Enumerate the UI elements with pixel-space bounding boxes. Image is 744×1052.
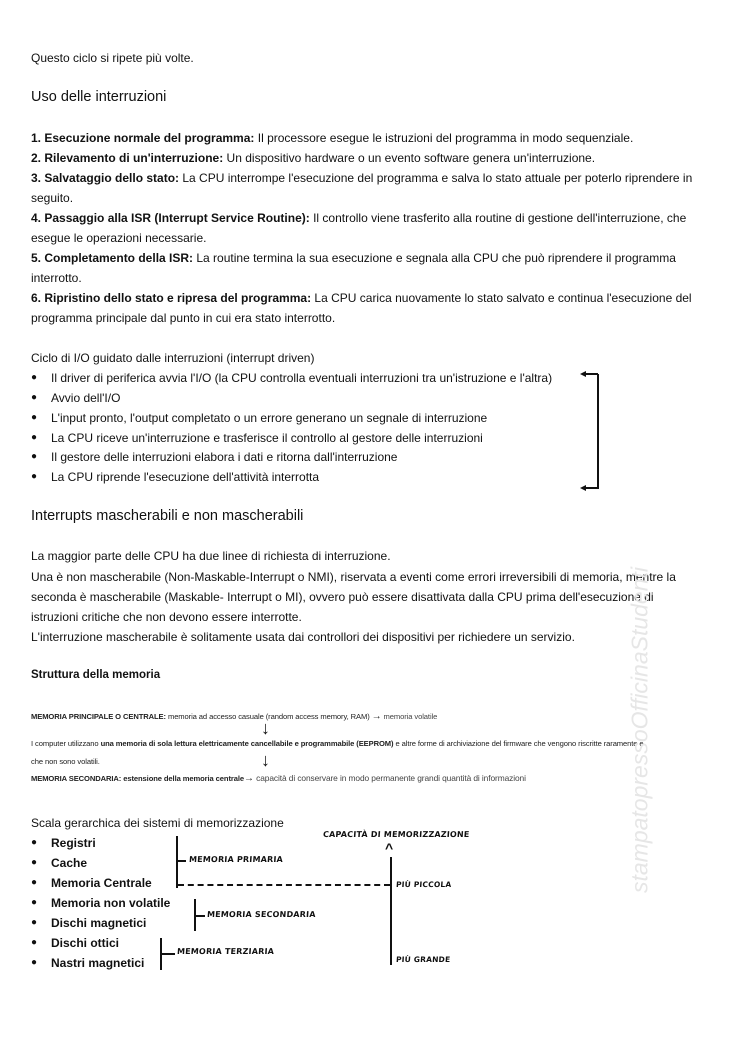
bullet-icon: ●: [31, 897, 38, 908]
paragraph-line: L'interruzione mascherabile è solitamente usata dai controllori dei dispositivi per richiedere un servizio.: [31, 630, 575, 644]
eeprom-line: [31, 739, 644, 748]
heading-interrupts-mascherabili: Interrupts mascherabili e non mascherabili: [31, 508, 304, 524]
group-label-terziaria: MEMORIA TERZIARIA: [176, 947, 275, 956]
list-item-text: Dischi magnetici: [51, 916, 147, 930]
step-text: La routine termina la sua esecuzione e segnala alla CPU che può riprendere il programma: [193, 251, 676, 265]
list-item-text: Avvio dell'I/O: [51, 391, 121, 405]
io-cycle-title: Ciclo di I/O guidato dalle interruzioni (interrupt driven): [31, 351, 315, 365]
step-3-cont: seguito.: [31, 191, 74, 205]
term-tail: memoria volatile: [381, 712, 438, 721]
bullet-icon: ●: [31, 432, 38, 443]
step-3: [31, 168, 692, 188]
list-item-text: Registri: [51, 836, 96, 850]
group-label-primaria: MEMORIA PRIMARIA: [188, 855, 284, 864]
group-label-secondaria: MEMORIA SECONDARIA: [206, 910, 316, 919]
axis-label-top: PIÙ PICCOLA: [395, 880, 452, 889]
step-text: La CPU interrompe l'esecuzione del programma e salva lo stato attuale per poterlo riprendere in: [179, 171, 693, 185]
list-item-text: La CPU riceve un'interruzione e trasferisce il controllo al gestore delle interruzioni: [51, 431, 483, 445]
term-bold: una memoria di sola lettura elettricamente cancellabile e programmabile (EEPROM): [100, 739, 394, 748]
intro-text: Questo ciclo si ripete più volte.: [31, 51, 194, 65]
step-6-cont: programma principale dal punto in cui era stato interrotto.: [31, 311, 336, 325]
step-5-cont: interrotto.: [31, 271, 82, 285]
term-text: e altre forme di archiviazione del firmware che vengono riscritte raramente e: [393, 739, 644, 748]
term-text: I computer utilizzano: [31, 739, 101, 748]
down-arrow-icon: ↓: [261, 750, 270, 770]
paragraph-line: La maggior parte delle CPU ha due linee di richiesta di interruzione.: [31, 549, 391, 563]
step-4-cont: esegue le operazioni necessarie.: [31, 231, 207, 245]
eeprom-line-cont: che non sono volatili.: [31, 757, 100, 766]
bullet-icon: ●: [31, 917, 38, 928]
memoria-principale-line: [31, 711, 437, 722]
step-label: 4. Passaggio alla ISR (Interrupt Service Routine):: [31, 211, 310, 225]
paragraph-line: Una è non mascherabile (Non-Maskable-Interrupt o NMI), riservata a eventi come errori irreversibili di memoria, mentre la: [31, 570, 676, 584]
term-tail: capacità di conservare in modo permanente grandi quantità di informazioni: [253, 773, 526, 783]
up-arrow-icon: ^: [385, 840, 394, 856]
bullet-icon: ●: [31, 471, 38, 482]
term-label: MEMORIA SECONDARIA: estensione della memoria centrale: [31, 774, 245, 783]
bracket-primaria: [176, 836, 178, 888]
step-label: 1. Esecuzione normale del programma:: [31, 131, 255, 145]
step-text: Il processore esegue le istruzioni del programma in modo sequenziale.: [254, 131, 634, 145]
list-item-text: Memoria Centrale: [51, 876, 152, 890]
step-5: [31, 248, 676, 268]
bracket-tick: [162, 953, 175, 955]
bracket-tick: [178, 860, 186, 862]
step-4: [31, 208, 686, 228]
step-2: [31, 148, 595, 168]
bullet-icon: ●: [31, 837, 38, 848]
bullet-icon: ●: [31, 937, 38, 948]
paragraph-line: istruzioni critiche che non devono essere interrotte.: [31, 610, 302, 624]
bullet-icon: ●: [31, 877, 38, 888]
list-item-text: Il gestore delle interruzioni elabora i dati e ritorna dall'interruzione: [51, 450, 398, 464]
hierarchy-title: Scala gerarchica dei sistemi di memorizzazione: [31, 816, 284, 830]
bullet-icon: ●: [31, 857, 38, 868]
step-text: Un dispositivo hardware o un evento software genera un'interruzione.: [223, 151, 596, 165]
bullet-icon: ●: [31, 412, 38, 423]
step-label: 2. Rilevamento di un'interruzione:: [31, 151, 224, 165]
step-text: Il controllo viene trasferito alla routine di gestione dell'interruzione, che: [309, 211, 687, 225]
term-text: memoria ad accesso casuale (random access memory, RAM): [165, 712, 372, 721]
list-item-text: Memoria non volatile: [51, 896, 171, 910]
step-label: 5. Completamento della ISR:: [31, 251, 194, 265]
paragraph-line: seconda è mascherabile (Maskable- Interrupt o MI), ovvero può essere disattivata dalla CPU prima dell'esecuzione di: [31, 590, 654, 604]
list-item-text: Cache: [51, 856, 88, 870]
step-text: La CPU carica nuovamente lo stato salvato e continua l'esecuzione del: [311, 291, 692, 305]
bullet-icon: ●: [31, 451, 38, 462]
step-label: 3. Salvataggio dello stato:: [31, 171, 180, 185]
step-1: [31, 128, 633, 148]
bracket-tick: [196, 915, 205, 917]
down-arrow-icon: ↓: [261, 718, 270, 738]
step-6: [31, 288, 692, 308]
heading-uso-interruzioni: Uso delle interruzioni: [31, 89, 167, 105]
watermark: [628, 540, 652, 920]
step-label: 6. Ripristino dello stato e ripresa del programma:: [31, 291, 312, 305]
right-arrow-icon: →: [371, 711, 382, 722]
loop-back-arrow-icon: [576, 368, 606, 496]
capacity-axis-line: [390, 857, 392, 965]
axis-label-bottom: PIÙ GRANDE: [395, 955, 451, 964]
bullet-icon: ●: [31, 372, 38, 383]
list-item-text: Dischi ottici: [51, 936, 120, 950]
heading-struttura-memoria: Struttura della memoria: [31, 669, 161, 681]
axis-title: CAPACITÀ DI MEMORIZZAZIONE: [322, 830, 470, 839]
list-item-text: La CPU riprende l'esecuzione dell'attività interrotta: [51, 470, 320, 484]
right-arrow-icon: →: [244, 773, 254, 784]
list-item-text: L'input pronto, l'output completato o un errore generano un segnale di interruzione: [51, 411, 488, 425]
dashed-divider: [178, 884, 390, 886]
memoria-secondaria-line: [31, 773, 526, 784]
bullet-icon: ●: [31, 392, 38, 403]
list-item-text: Il driver di periferica avvia l'I/O (la CPU controlla eventuali interruzioni tra un'istruzione e l'altra): [51, 371, 553, 385]
watermark-text: stampatopressoOfficinaStudenti: [626, 566, 653, 894]
term-label: MEMORIA PRINCIPALE O CENTRALE:: [31, 712, 166, 721]
bullet-icon: ●: [31, 957, 38, 968]
list-item-text: Nastri magnetici: [51, 956, 145, 970]
